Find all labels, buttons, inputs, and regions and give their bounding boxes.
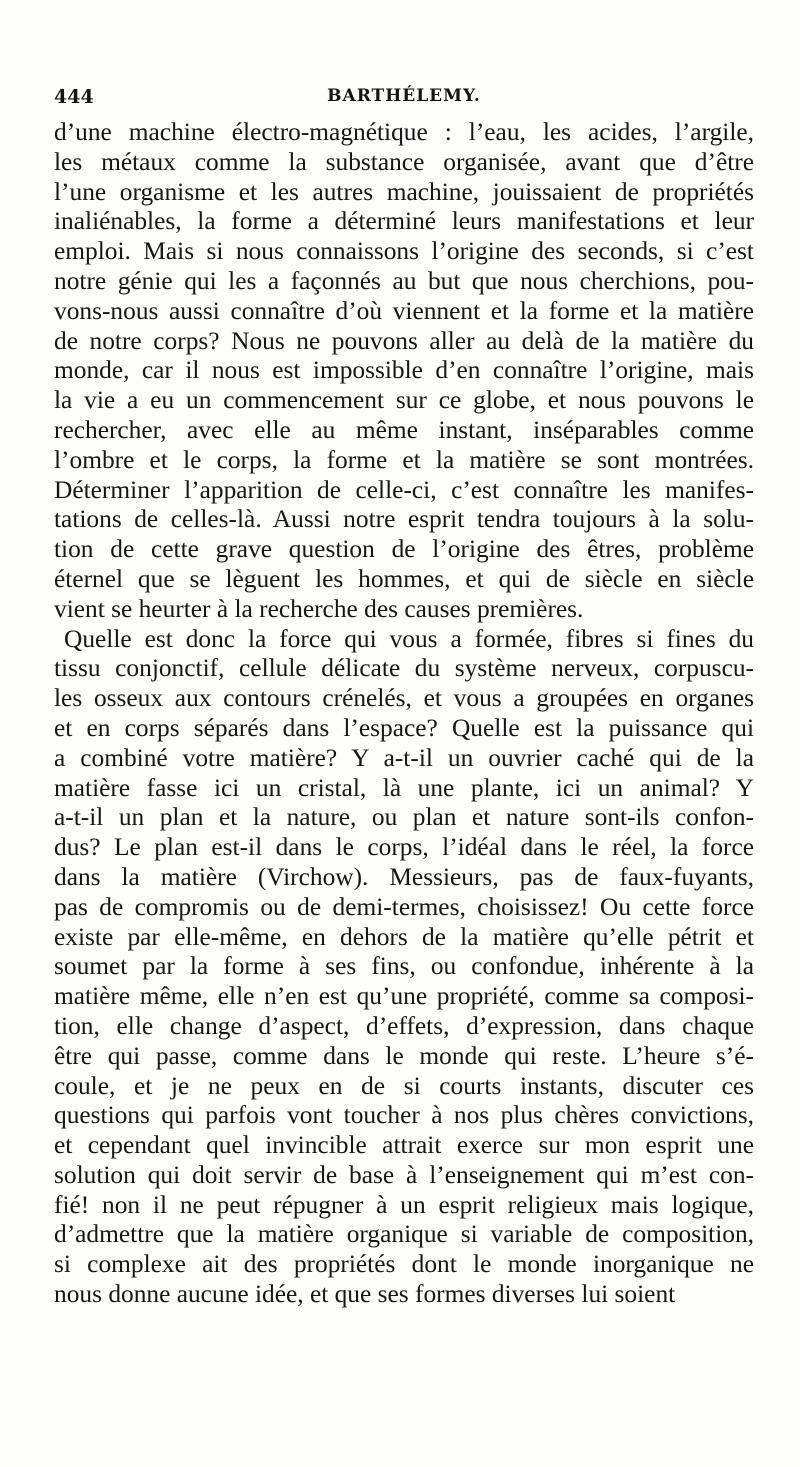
text-line: de notre corps? Nous ne pouvons aller au delà de la matière du — [54, 326, 754, 355]
text-line: être qui passe, comme dans le monde qui reste. L’heure s’é- — [54, 1041, 754, 1070]
text-line: matière même, elle n’en est qu’une propriété, comme sa composi- — [54, 982, 754, 1011]
running-head: BARTHÉLEMY. — [327, 86, 481, 106]
text-line: l’une organisme et les autres machine, jouissaient de propriétés — [54, 177, 754, 206]
text-line: a combiné votre matière? Y a-t-il un ouvrier caché qui de la — [54, 743, 754, 772]
text-line: existe par elle-même, en dehors de la matière qu’elle pétrit et — [54, 922, 754, 951]
text-line: coule, et je ne peux en de si courts instants, discuter ces — [54, 1071, 754, 1100]
paragraph — [54, 625, 754, 1310]
body-text — [54, 118, 754, 1310]
text-line: vient se heurter à la recherche des causes premières. — [54, 594, 584, 623]
text-line: pas de compromis ou de demi-termes, choisissez! Ou cette force — [54, 892, 754, 921]
text-line: soumet par la forme à ses fins, ou confondue, inhérente à la — [54, 952, 754, 981]
text-line: et cependant quel invincible attrait exerce sur mon esprit une — [54, 1131, 754, 1160]
text-line: questions qui parfois vont toucher à nos plus chères convictions, — [54, 1101, 754, 1130]
text-line: matière fasse ici un cristal, là une plante, ici un animal? Y — [54, 773, 754, 802]
text-line: solution qui doit servir de base à l’enseignement qui m’est con- — [54, 1160, 754, 1189]
text-line: tissu conjonctif, cellule délicate du système nerveux, corpuscu- — [54, 654, 754, 683]
text-line: d’une machine électro-magnétique : l’eau, les acides, l’argile, — [54, 118, 754, 146]
text-line: éternel que se lèguent les hommes, et qui de siècle en siècle — [54, 564, 754, 593]
text-line: inaliénables, la forme a déterminé leurs manifestations et leur — [54, 207, 754, 236]
text-line: Déterminer l’apparition de celle-ci, c’est connaître les manifes- — [54, 475, 754, 504]
text-line: emploi. Mais si nous connaissons l’origine des seconds, si c’est — [54, 237, 754, 266]
text-line: si complexe ait des propriétés dont le monde inorganique ne — [54, 1250, 754, 1279]
text-line: vons-nous aussi connaître d’où viennent et la forme et la matière — [54, 296, 754, 325]
text-line: l’ombre et le corps, la forme et la matière se sont montrées. — [54, 445, 754, 474]
text-line: tion, elle change d’aspect, d’effets, d’expression, dans chaque — [54, 1011, 754, 1040]
text-line: tations de celles-là. Aussi notre esprit tendra toujours à la solu- — [54, 505, 754, 534]
text-line: tion de cette grave question de l’origine des êtres, problème — [54, 535, 754, 564]
text-line: monde, car il nous est impossible d’en connaître l’origine, mais — [54, 356, 754, 385]
text-line: Quelle est donc la force qui vous a formée, fibres si fines du — [64, 624, 754, 653]
text-line: les osseux aux contours crénelés, et vous a groupées en organes — [54, 684, 754, 713]
text-line: la vie a eu un commencement sur ce globe, et nous pouvons le — [54, 386, 754, 415]
text-line: dans la matière (Virchow). Messieurs, pas de faux-fuyants, — [54, 862, 754, 891]
page-header — [54, 86, 754, 110]
text-line: nous donne aucune idée, et que ses formes diverses lui soient — [54, 1280, 676, 1309]
text-line: les métaux comme la substance organisée, avant que d’être — [54, 147, 754, 176]
text-line: d’admettre que la matière organique si variable de composition, — [54, 1220, 754, 1249]
text-line: dus? Le plan est-il dans le corps, l’idéal dans le réel, la force — [54, 833, 754, 862]
text-line: fié! non il ne peut répugner à un esprit religieux mais logique, — [54, 1190, 754, 1219]
text-line: notre génie qui les a façonnés au but que nous cherchions, pou- — [54, 266, 754, 295]
text-line: a-t-il un plan et la nature, ou plan et nature sont-ils confon- — [54, 803, 754, 832]
page-number: 444 — [54, 86, 94, 108]
paragraph — [54, 118, 754, 625]
text-line: et en corps séparés dans l’espace? Quelle est la puissance qui — [54, 713, 754, 742]
text-line: rechercher, avec elle au même instant, inséparables comme — [54, 415, 754, 444]
